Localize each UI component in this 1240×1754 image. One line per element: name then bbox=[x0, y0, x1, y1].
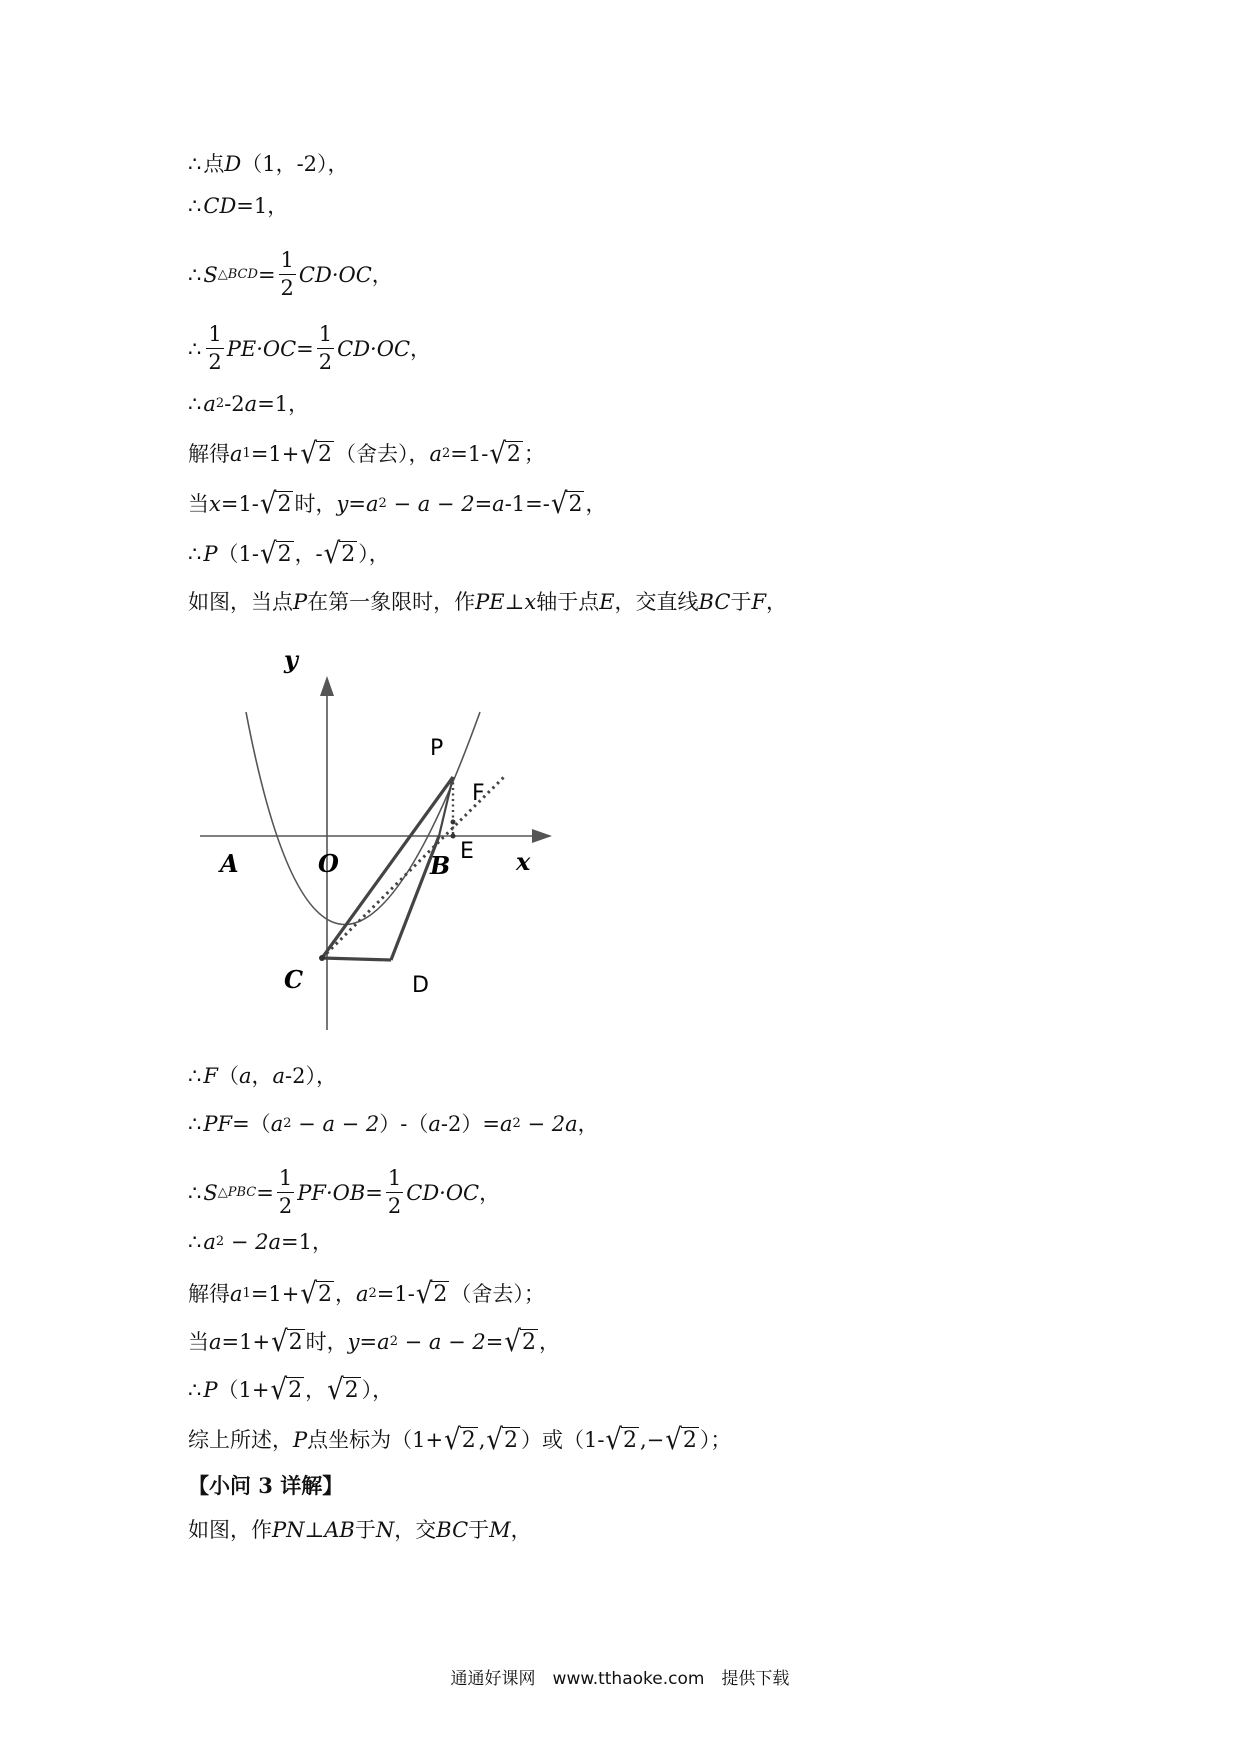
sqrt: √ 2 bbox=[504, 1324, 536, 1359]
segment-cd bbox=[322, 958, 391, 960]
solution-line-8: ∴ P （1- √ 2 ，- √ 2 ）， bbox=[188, 536, 390, 571]
fraction: $\frac{1}{2}$ bbox=[318, 322, 333, 374]
solution-line-14: 解得 a 1 =1+ √ 2 ， a 2 =1- √ 2 （舍去）； bbox=[188, 1276, 545, 1311]
label-b: B bbox=[430, 851, 451, 880]
therefore-symbol: ∴ bbox=[188, 1378, 202, 1402]
sqrt: √ 2 bbox=[259, 486, 292, 521]
sqrt: √ 2 bbox=[259, 536, 292, 571]
solution-line-6: 解得 a 1 =1+ √ 2 （舍去）， a 2 =1- √ 2 ； bbox=[188, 436, 545, 471]
solution-line-1: ∴ 点 D （1，-2）， bbox=[188, 152, 349, 176]
sqrt: √ 2 bbox=[550, 486, 583, 521]
sqrt: √ 2 bbox=[486, 1422, 518, 1457]
solution-line-12: ∴ S △PBC = $\frac{1}{2}$ PF·OB = $\frac{1}{2}$ CD·OC ， bbox=[188, 1166, 501, 1218]
solution-line-15: 当 a =1+ √ 2 时， y = a 2 − a − 2 = √ 2 ， bbox=[188, 1324, 560, 1359]
label-a: A bbox=[220, 849, 239, 878]
fraction: $\frac{1}{2}$ bbox=[208, 322, 222, 374]
solution-line-7: 当 x =1- √ 2 时， y = a 2 − a − 2 = a -1=- √ 2 ， bbox=[188, 486, 607, 521]
sqrt: √ 2 bbox=[489, 436, 521, 471]
solution-line-3: ∴ S △BCD = $\frac{1}{2}$ CD·OC ， bbox=[188, 248, 393, 300]
solution-line-4: ∴ $\frac{1}{2}$ PE·OC = $\frac{1}{2}$ CD·OC ， bbox=[188, 322, 432, 374]
therefore-symbol: ∴ bbox=[188, 1064, 202, 1088]
y-axis-arrow bbox=[320, 676, 334, 696]
sqrt: √ 2 bbox=[327, 1372, 359, 1407]
x-axis-arrow bbox=[532, 829, 552, 843]
sqrt: √ 2 bbox=[444, 1422, 476, 1457]
sqrt: √ 2 bbox=[271, 1324, 303, 1359]
solution-line-2: ∴ CD =1， bbox=[188, 194, 289, 218]
solution-line-13: ∴ a 2 − 2a =1， bbox=[188, 1230, 333, 1254]
therefore-symbol: ∴ bbox=[188, 1112, 202, 1136]
fraction: $\frac{1}{2}$ bbox=[278, 1166, 293, 1218]
sqrt: √ 2 bbox=[300, 1276, 332, 1311]
sqrt: √ 2 bbox=[415, 1276, 448, 1311]
sqrt: √ 2 bbox=[665, 1422, 697, 1457]
solution-line-11: ∴ PF =（ a 2 − a − 2 ）-（ a -2）= a 2 − 2a ， bbox=[188, 1112, 599, 1136]
sqrt: √ 2 bbox=[605, 1422, 637, 1457]
label-e: E bbox=[460, 839, 474, 864]
therefore-symbol: ∴ bbox=[188, 194, 202, 218]
therefore-symbol: ∴ bbox=[188, 262, 202, 287]
label-o: O bbox=[318, 849, 339, 878]
solution-line-16: ∴ P （1+ √ 2 ， √ 2 ）， bbox=[188, 1372, 394, 1407]
page-footer: 通通好课网 www.tthaoke.com 提供下载 bbox=[450, 1669, 790, 1689]
sqrt: √ 2 bbox=[300, 436, 332, 471]
label-f: F bbox=[472, 781, 485, 806]
sqrt: √ 2 bbox=[270, 1372, 303, 1407]
sqrt: √ 2 bbox=[323, 536, 356, 571]
therefore-symbol: ∴ bbox=[188, 392, 202, 416]
y-axis-label: y bbox=[284, 645, 298, 674]
x-axis-label: x bbox=[516, 847, 531, 876]
label-d: D bbox=[412, 973, 429, 998]
section-heading: 【小问 3 详解】 bbox=[188, 1473, 344, 1498]
therefore-symbol: ∴ bbox=[188, 1230, 202, 1254]
solution-line-19: 如图，作 PN ⊥ AB 于 N ，交 BC 于 M ， bbox=[188, 1518, 532, 1542]
therefore-symbol: ∴ bbox=[188, 336, 202, 361]
solution-line-9: 如图，当点 P 在第一象限时，作 PE ⊥ x 轴于点 E ，交直线 BC 于 F ， bbox=[188, 590, 788, 614]
label-c: C bbox=[284, 965, 304, 994]
parabola-figure bbox=[190, 640, 590, 1040]
fraction: $\frac{1}{2}$ bbox=[387, 1166, 402, 1218]
solution-line-17: 综上所述， P 点坐标为（1+ √ 2 , √ 2 ）或（1- √ 2 ,− √ 2 ）； bbox=[188, 1422, 732, 1457]
therefore-symbol: ∴ bbox=[188, 542, 202, 566]
label-p: P bbox=[430, 736, 444, 761]
solution-line-10: ∴ F （ a ， a -2）， bbox=[188, 1064, 337, 1088]
therefore-symbol: ∴ bbox=[188, 152, 202, 176]
fraction: $\frac{1}{2}$ bbox=[280, 248, 294, 300]
point-f bbox=[451, 820, 456, 825]
parabola-curve bbox=[246, 712, 480, 925]
point-e bbox=[451, 834, 456, 839]
point-c bbox=[319, 955, 325, 961]
solution-line-5: ∴ a 2 -2 a =1， bbox=[188, 392, 310, 416]
therefore-symbol: ∴ bbox=[188, 1180, 202, 1205]
